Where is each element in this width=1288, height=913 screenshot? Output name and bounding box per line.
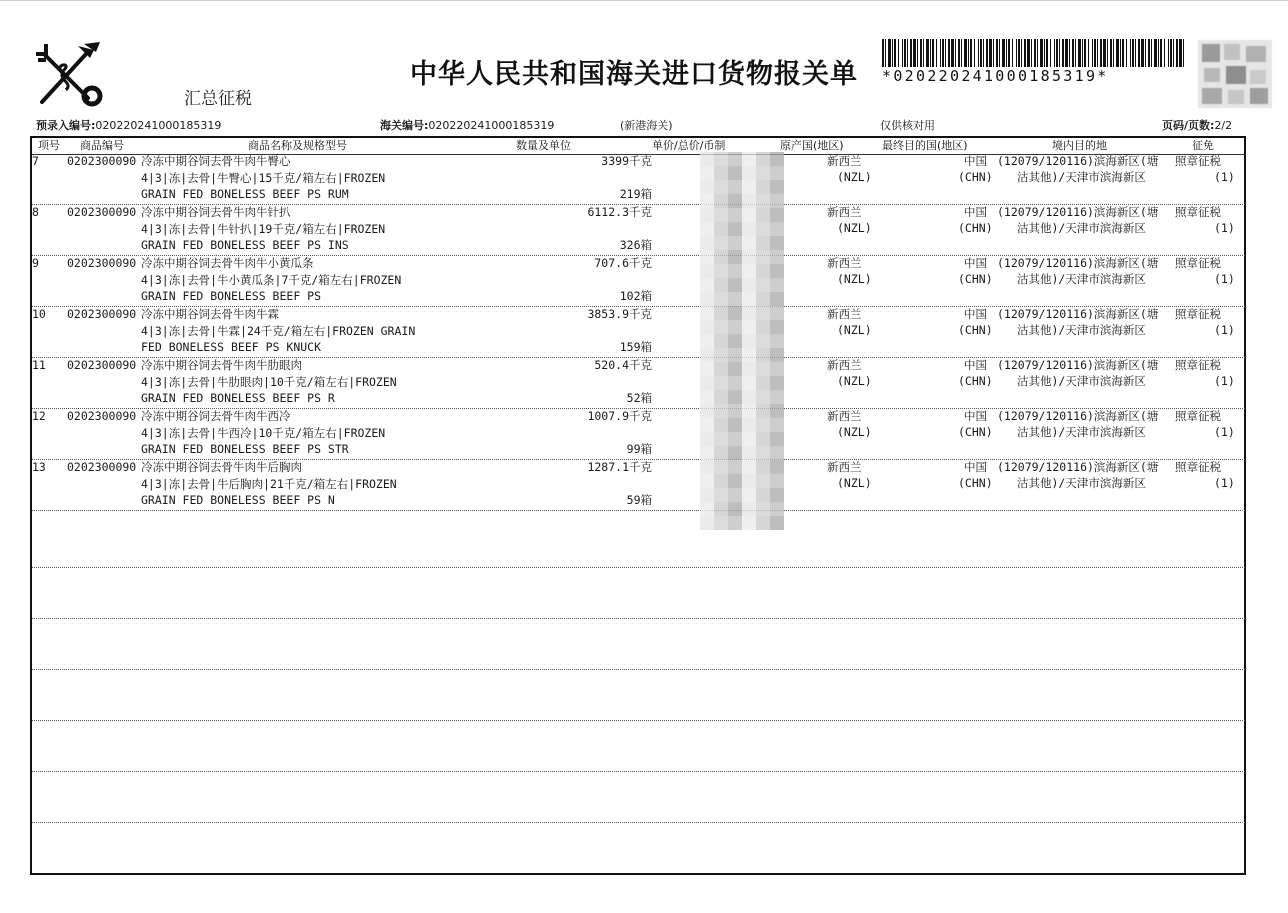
cell-no: 10	[32, 307, 46, 321]
empty-row-divider	[32, 720, 1245, 721]
cell-levy: 照章征税	[1175, 460, 1221, 474]
table-row	[32, 205, 1245, 256]
empty-row-divider	[32, 822, 1245, 823]
cell-origin-code: (NZL)	[837, 425, 872, 439]
cell-qty2: 219箱	[619, 187, 652, 201]
col-domestic-dest: 境内目的地	[1052, 139, 1107, 152]
cell-domestic1: (12079/120116)滨海新区(塘	[997, 358, 1159, 372]
cell-levy: 照章征税	[1175, 205, 1221, 219]
cell-name: 冷冻中期谷饲去骨牛肉牛肋眼肉	[141, 358, 302, 372]
cell-domestic2: 沽其他)/天津市滨海新区	[1017, 272, 1146, 286]
cell-origin: 新西兰	[827, 154, 862, 168]
barcode-text: *020220241000185319*	[882, 67, 1109, 85]
cell-no: 7	[32, 154, 39, 168]
cell-domestic1: (12079/120116)滨海新区(塘	[997, 307, 1159, 321]
cell-domestic1: (12079/120116)滨海新区(塘	[997, 205, 1159, 219]
cell-dest-code: (CHN)	[958, 374, 993, 388]
cell-levy-code: (1)	[1214, 425, 1235, 439]
cell-dest-code: (CHN)	[958, 476, 993, 490]
cell-no: 8	[32, 205, 39, 219]
cell-spec1: 4|3|冻|去骨|牛臀心|15千克/箱左右|FROZEN	[141, 171, 386, 185]
cell-origin-code: (NZL)	[837, 221, 872, 235]
cell-qty: 3399千克	[601, 154, 652, 168]
cell-dest: 中国	[964, 307, 987, 321]
cell-dest-code: (CHN)	[958, 425, 993, 439]
cell-spec1: 4|3|冻|去骨|牛西冷|10千克/箱左右|FROZEN	[141, 426, 386, 440]
cell-spec1: 4|3|冻|去骨|牛肋眼肉|10千克/箱左右|FROZEN	[141, 375, 397, 389]
cell-dest: 中国	[964, 154, 987, 168]
cell-origin: 新西兰	[827, 205, 862, 219]
cell-qty: 1007.9千克	[587, 409, 652, 423]
row-divider	[32, 510, 1245, 511]
cell-dest-code: (CHN)	[958, 323, 993, 337]
cell-hs: 0202300090	[67, 154, 137, 168]
redacted-price-column	[700, 152, 772, 522]
page-title: 中华人民共和国海关进口货物报关单	[410, 59, 858, 90]
cell-origin: 新西兰	[827, 256, 862, 270]
customs-number: 海关编号:020220241000185319	[380, 119, 555, 132]
cell-qty: 1287.1千克	[587, 460, 652, 474]
cell-domestic2: 沽其他)/天津市滨海新区	[1017, 476, 1146, 490]
cell-name: 冷冻中期谷饲去骨牛肉牛小黄瓜条	[141, 256, 314, 270]
cell-no: 12	[32, 409, 46, 423]
cell-spec2: GRAIN FED BONELESS BEEF PS STR	[141, 442, 349, 456]
cell-spec2: GRAIN FED BONELESS BEEF PS RUM	[141, 187, 349, 201]
col-dest-country: 最终目的国(地区)	[882, 139, 968, 152]
tax-mode-label: 汇总征税	[184, 89, 252, 109]
col-levy: 征免	[1192, 139, 1214, 152]
cell-dest-code: (CHN)	[958, 170, 993, 184]
cell-qty: 707.6千克	[594, 256, 652, 270]
cell-levy-code: (1)	[1214, 476, 1235, 490]
cell-qty: 6112.3千克	[587, 205, 652, 219]
barcode-icon	[882, 39, 1186, 67]
cell-qty2: 59箱	[626, 493, 652, 507]
cell-hs: 0202300090	[67, 307, 137, 321]
cell-origin: 新西兰	[827, 307, 862, 321]
table-row	[32, 358, 1245, 409]
cell-domestic2: 沽其他)/天津市滨海新区	[1017, 323, 1146, 337]
col-qty: 数量及单位	[516, 139, 571, 152]
cell-spec1: 4|3|冻|去骨|牛霖|24千克/箱左右|FROZEN GRAIN	[141, 324, 416, 338]
empty-row-divider	[32, 669, 1245, 670]
col-price: 单价/总价/币制	[652, 139, 726, 152]
cell-qty2: 52箱	[626, 391, 652, 405]
cell-qty: 520.4千克	[594, 358, 652, 372]
cell-no: 11	[32, 358, 46, 372]
cell-levy-code: (1)	[1214, 170, 1235, 184]
cell-spec1: 4|3|冻|去骨|牛针扒|19千克/箱左右|FROZEN	[141, 222, 386, 236]
cell-dest-code: (CHN)	[958, 221, 993, 235]
col-hs-code: 商品编号	[80, 139, 124, 152]
cell-spec2: GRAIN FED BONELESS BEEF PS R	[141, 391, 335, 405]
cell-qty2: 159箱	[619, 340, 652, 354]
table-row	[32, 154, 1245, 205]
cell-levy: 照章征税	[1175, 358, 1221, 372]
empty-row-divider	[32, 771, 1245, 772]
customs-office: (新港海关)	[620, 119, 673, 132]
cell-qty2: 326箱	[619, 238, 652, 252]
cell-origin-code: (NZL)	[837, 476, 872, 490]
cell-domestic2: 沽其他)/天津市滨海新区	[1017, 374, 1146, 388]
cell-levy-code: (1)	[1214, 323, 1235, 337]
cell-domestic1: (12079/120116)滨海新区(塘	[997, 409, 1159, 423]
empty-row-divider	[32, 567, 1245, 568]
cell-hs: 0202300090	[67, 205, 137, 219]
cell-hs: 0202300090	[67, 256, 137, 270]
cell-hs: 0202300090	[67, 460, 137, 474]
cell-no: 13	[32, 460, 46, 474]
verify-note: 仅供核对用	[880, 119, 935, 132]
cell-spec2: FED BONELESS BEEF PS KNUCK	[141, 340, 322, 354]
cell-origin-code: (NZL)	[837, 272, 872, 286]
cell-spec2: GRAIN FED BONELESS BEEF PS N	[141, 493, 335, 507]
cell-origin-code: (NZL)	[837, 374, 872, 388]
table-row	[32, 409, 1245, 460]
cell-no: 9	[32, 256, 39, 270]
cell-origin-code: (NZL)	[837, 323, 872, 337]
cell-dest: 中国	[964, 205, 987, 219]
cell-origin: 新西兰	[827, 358, 862, 372]
cell-name: 冷冻中期谷饲去骨牛肉牛后胸肉	[141, 460, 302, 474]
cell-name: 冷冻中期谷饲去骨牛肉牛西冷	[141, 409, 291, 423]
page-indicator: 页码/页数:2/2	[1162, 119, 1233, 132]
cell-domestic1: (12079/120116)滨海新区(塘	[997, 256, 1159, 270]
cell-levy-code: (1)	[1214, 272, 1235, 286]
table-row	[32, 256, 1245, 307]
table-row	[32, 307, 1245, 358]
table-row	[32, 460, 1245, 511]
cell-hs: 0202300090	[67, 409, 137, 423]
cell-levy-code: (1)	[1214, 374, 1235, 388]
cell-dest: 中国	[964, 256, 987, 270]
cell-origin: 新西兰	[827, 409, 862, 423]
cell-dest: 中国	[964, 460, 987, 474]
qr-code-icon	[1198, 40, 1272, 108]
cell-qty: 3853.9千克	[587, 307, 652, 321]
cell-levy: 照章征税	[1175, 154, 1221, 168]
cell-spec2: GRAIN FED BONELESS BEEF PS INS	[141, 238, 349, 252]
cell-qty2: 102箱	[619, 289, 652, 303]
cell-qty2: 99箱	[626, 442, 652, 456]
cell-origin-code: (NZL)	[837, 170, 872, 184]
cell-name: 冷冻中期谷饲去骨牛肉牛针扒	[141, 205, 291, 219]
cell-levy: 照章征税	[1175, 256, 1221, 270]
cell-dest: 中国	[964, 409, 987, 423]
cell-name: 冷冻中期谷饲去骨牛肉牛臀心	[141, 154, 291, 168]
cell-levy: 照章征税	[1175, 409, 1221, 423]
cell-hs: 0202300090	[67, 358, 137, 372]
cell-dest: 中国	[964, 358, 987, 372]
col-item-no: 项号	[38, 139, 60, 152]
pre-entry-number: 预录入编号:020220241000185319	[36, 119, 222, 132]
cell-spec1: 4|3|冻|去骨|牛后胸肉|21千克/箱左右|FROZEN	[141, 477, 397, 491]
customs-emblem-icon	[34, 40, 104, 108]
cell-domestic2: 沽其他)/天津市滨海新区	[1017, 221, 1146, 235]
cell-levy-code: (1)	[1214, 221, 1235, 235]
col-name: 商品名称及规格型号	[248, 139, 347, 152]
cell-domestic2: 沽其他)/天津市滨海新区	[1017, 425, 1146, 439]
cell-domestic1: (12079/120116)滨海新区(塘	[997, 460, 1159, 474]
cell-levy: 照章征税	[1175, 307, 1221, 321]
cell-domestic1: (12079/120116)滨海新区(塘	[997, 154, 1159, 168]
top-rule	[0, 0, 1288, 1]
cell-spec2: GRAIN FED BONELESS BEEF PS	[141, 289, 322, 303]
col-origin: 原产国(地区)	[780, 139, 844, 152]
empty-row-divider	[32, 618, 1245, 619]
cell-spec1: 4|3|冻|去骨|牛小黄瓜条|7千克/箱左右|FROZEN	[141, 273, 402, 287]
cell-domestic2: 沽其他)/天津市滨海新区	[1017, 170, 1146, 184]
cell-origin: 新西兰	[827, 460, 862, 474]
cell-dest-code: (CHN)	[958, 272, 993, 286]
cell-name: 冷冻中期谷饲去骨牛肉牛霖	[141, 307, 279, 321]
